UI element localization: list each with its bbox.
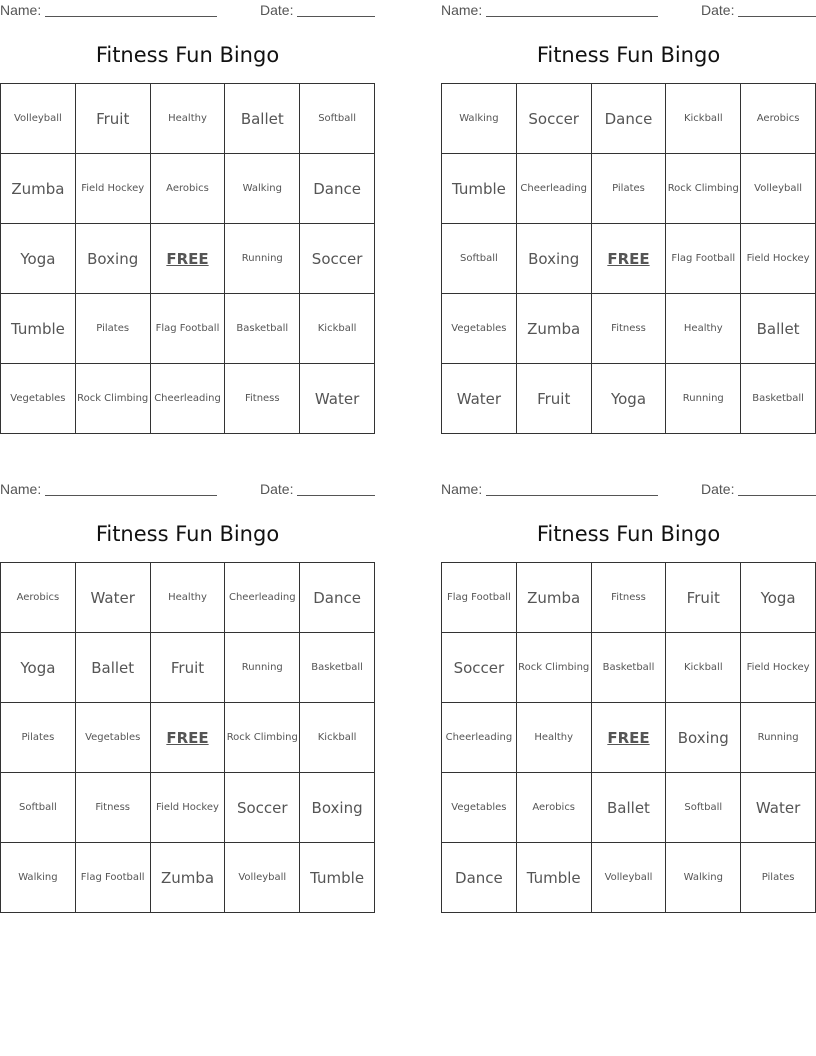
name-blank-line: [45, 495, 217, 496]
card-header: [441, 479, 816, 501]
bingo-cell: Cheerleading: [225, 563, 300, 633]
bingo-row: [442, 773, 816, 843]
bingo-cell: Yoga: [591, 364, 666, 434]
bingo-cell: Walking: [666, 843, 741, 913]
bingo-cell: Volleyball: [741, 154, 816, 224]
date-label: Date:: [260, 481, 294, 497]
bingo-row: [442, 84, 816, 154]
name-blank-line: [486, 16, 658, 17]
bingo-cell: Tumble: [442, 154, 517, 224]
bingo-cell: Flag Football: [666, 224, 741, 294]
bingo-cell: Kickball: [666, 633, 741, 703]
bingo-cell: Kickball: [300, 294, 375, 364]
bingo-row: [1, 364, 375, 434]
free-space-cell: FREE: [150, 224, 225, 294]
bingo-cell: Yoga: [1, 633, 76, 703]
bingo-cell: Basketball: [300, 633, 375, 703]
bingo-cell: Field Hockey: [741, 633, 816, 703]
bingo-cell: Healthy: [150, 563, 225, 633]
bingo-cell: Basketball: [225, 294, 300, 364]
bingo-cell: Rock Climbing: [75, 364, 150, 434]
bingo-cell: Dance: [442, 843, 517, 913]
bingo-cell: Rock Climbing: [666, 154, 741, 224]
bingo-cell: Yoga: [1, 224, 76, 294]
bingo-cell: Healthy: [516, 703, 591, 773]
bingo-cell: Volleyball: [1, 84, 76, 154]
bingo-cell: Rock Climbing: [225, 703, 300, 773]
name-label: Name:: [0, 2, 42, 18]
bingo-cell: Fruit: [75, 84, 150, 154]
bingo-cell: Cheerleading: [150, 364, 225, 434]
bingo-cell: Water: [741, 773, 816, 843]
bingo-cell: Kickball: [666, 84, 741, 154]
bingo-cell: Boxing: [516, 224, 591, 294]
card-title: Fitness Fun Bingo: [95, 43, 280, 67]
bingo-cell: Basketball: [741, 364, 816, 434]
bingo-cell: Flag Football: [150, 294, 225, 364]
bingo-cell: Pilates: [591, 154, 666, 224]
bingo-row: [442, 364, 816, 434]
bingo-cell: Vegetables: [442, 773, 517, 843]
bingo-cell: Field Hockey: [150, 773, 225, 843]
bingo-cell: Aerobics: [516, 773, 591, 843]
bingo-row: [442, 633, 816, 703]
name-blank-line: [45, 16, 217, 17]
bingo-cell: Dance: [591, 84, 666, 154]
bingo-cell: Running: [225, 633, 300, 703]
date-label: Date:: [260, 2, 294, 18]
bingo-cell: Boxing: [666, 703, 741, 773]
bingo-cell: Fitness: [225, 364, 300, 434]
bingo-cell: Volleyball: [591, 843, 666, 913]
bingo-cell: Pilates: [1, 703, 76, 773]
free-space-cell: FREE: [591, 703, 666, 773]
bingo-cell: Volleyball: [225, 843, 300, 913]
bingo-cell: Fitness: [75, 773, 150, 843]
bingo-card-4: [441, 479, 816, 887]
bingo-cell: Field Hockey: [741, 224, 816, 294]
bingo-cell: Rock Climbing: [516, 633, 591, 703]
bingo-cell: Cheerleading: [516, 154, 591, 224]
bingo-cell: Zumba: [516, 294, 591, 364]
bingo-cell: Cheerleading: [442, 703, 517, 773]
bingo-cell: Basketball: [591, 633, 666, 703]
bingo-cell: Fruit: [666, 563, 741, 633]
date-label: Date:: [701, 2, 735, 18]
bingo-card-1: [0, 0, 375, 408]
bingo-cell: Tumble: [1, 294, 76, 364]
bingo-row: [442, 294, 816, 364]
bingo-cell: Aerobics: [150, 154, 225, 224]
bingo-cell: Running: [666, 364, 741, 434]
bingo-cell: Ballet: [741, 294, 816, 364]
bingo-cell: Dance: [300, 563, 375, 633]
bingo-cell: Softball: [442, 224, 517, 294]
bingo-cell: Fruit: [516, 364, 591, 434]
date-blank-line: [297, 495, 375, 496]
bingo-cell: Flag Football: [75, 843, 150, 913]
bingo-cell: Softball: [666, 773, 741, 843]
date-blank-line: [738, 495, 816, 496]
bingo-cell: Soccer: [516, 84, 591, 154]
bingo-cell: Softball: [300, 84, 375, 154]
bingo-cell: Water: [75, 563, 150, 633]
bingo-row: [442, 154, 816, 224]
bingo-cell: Soccer: [225, 773, 300, 843]
bingo-row: [1, 563, 375, 633]
date-label: Date:: [701, 481, 735, 497]
bingo-cell: Yoga: [741, 563, 816, 633]
bingo-cell: Fruit: [150, 633, 225, 703]
bingo-cell: Vegetables: [1, 364, 76, 434]
free-space-cell: FREE: [591, 224, 666, 294]
bingo-row: [442, 843, 816, 913]
card-title: Fitness Fun Bingo: [536, 522, 721, 546]
bingo-cell: Zumba: [516, 563, 591, 633]
bingo-cell: Dance: [300, 154, 375, 224]
bingo-cell: Boxing: [75, 224, 150, 294]
bingo-row: [1, 84, 375, 154]
bingo-cell: Running: [741, 703, 816, 773]
bingo-row: [1, 294, 375, 364]
name-blank-line: [486, 495, 658, 496]
bingo-cell: Zumba: [1, 154, 76, 224]
bingo-cell: Soccer: [442, 633, 517, 703]
bingo-cell: Fitness: [591, 563, 666, 633]
bingo-row: [1, 154, 375, 224]
bingo-cell: Zumba: [150, 843, 225, 913]
bingo-cell: Ballet: [225, 84, 300, 154]
bingo-row: [1, 633, 375, 703]
bingo-cell: Softball: [1, 773, 76, 843]
card-header: [0, 479, 375, 501]
card-header: [441, 0, 816, 22]
bingo-cell: Water: [300, 364, 375, 434]
bingo-cell: Tumble: [516, 843, 591, 913]
bingo-cell: Aerobics: [741, 84, 816, 154]
bingo-cell: Walking: [1, 843, 76, 913]
bingo-card-3: [0, 479, 375, 887]
bingo-row: [442, 563, 816, 633]
bingo-cell: Fitness: [591, 294, 666, 364]
bingo-cell: Aerobics: [1, 563, 76, 633]
name-label: Name:: [0, 481, 42, 497]
bingo-row: [1, 703, 375, 773]
card-title: Fitness Fun Bingo: [95, 522, 280, 546]
date-blank-line: [738, 16, 816, 17]
bingo-cell: Soccer: [300, 224, 375, 294]
bingo-cell: Healthy: [666, 294, 741, 364]
date-blank-line: [297, 16, 375, 17]
bingo-card-2: [441, 0, 816, 408]
bingo-cell: Pilates: [741, 843, 816, 913]
card-title: Fitness Fun Bingo: [536, 43, 721, 67]
bingo-cell: Ballet: [591, 773, 666, 843]
bingo-cell: Healthy: [150, 84, 225, 154]
bingo-cell: Boxing: [300, 773, 375, 843]
bingo-cell: Walking: [442, 84, 517, 154]
bingo-row: [442, 224, 816, 294]
bingo-cell: Vegetables: [442, 294, 517, 364]
bingo-cell: Vegetables: [75, 703, 150, 773]
bingo-cell: Tumble: [300, 843, 375, 913]
bingo-grid: [441, 562, 816, 913]
bingo-cell: Walking: [225, 154, 300, 224]
bingo-cell: Kickball: [300, 703, 375, 773]
bingo-grid: [441, 83, 816, 434]
bingo-row: [1, 773, 375, 843]
bingo-cell: Ballet: [75, 633, 150, 703]
card-header: [0, 0, 375, 22]
free-space-cell: FREE: [150, 703, 225, 773]
bingo-grid: [0, 83, 375, 434]
bingo-cell: Water: [442, 364, 517, 434]
bingo-row: [1, 224, 375, 294]
bingo-cell: Pilates: [75, 294, 150, 364]
bingo-cell: Field Hockey: [75, 154, 150, 224]
bingo-cell: Running: [225, 224, 300, 294]
bingo-row: [442, 703, 816, 773]
bingo-grid: [0, 562, 375, 913]
name-label: Name:: [441, 2, 483, 18]
bingo-row: [1, 843, 375, 913]
bingo-cell: Flag Football: [442, 563, 517, 633]
name-label: Name:: [441, 481, 483, 497]
